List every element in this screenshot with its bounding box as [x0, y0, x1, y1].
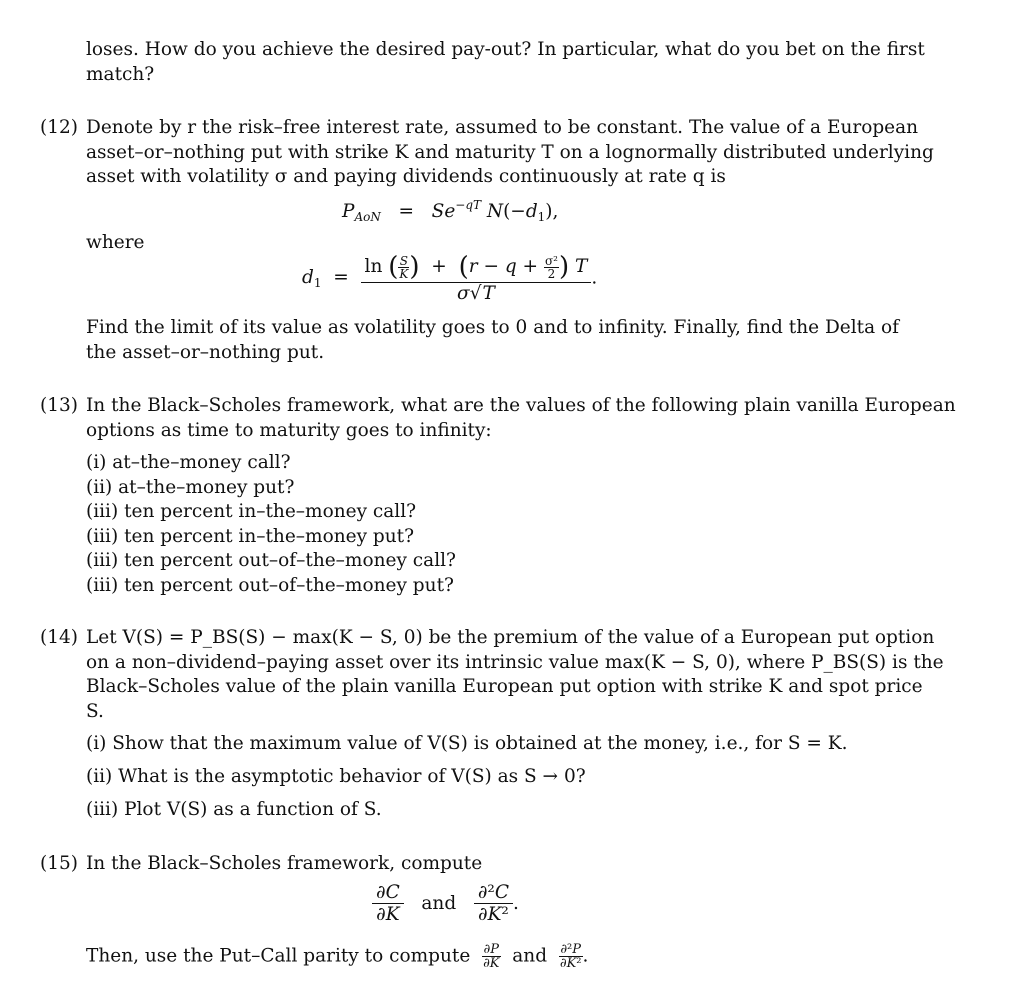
p12-text-after	[86, 316, 899, 365]
list-item: (iii) ten percent out–of–the–money call?	[86, 550, 456, 571]
list-item: (iii) ten percent in–the–money call?	[86, 501, 417, 522]
p14-item-1: (i) Show that the maximum value of V(S) is obtained at the money, i.e., for S = K.	[86, 733, 848, 754]
p15-line-2-pre: Then, use the Put–Call parity to compute	[86, 945, 471, 967]
p13-item-list	[86, 451, 892, 598]
problem-13-number: (13)	[40, 395, 78, 416]
p15-line-1: In the Black–Scholes framework, compute	[86, 853, 483, 874]
p15-equation: $\frac{\partial C}{\partial K}$ and $\frac{\text{∂²C}}{\text{∂K²}}$ .	[372, 882, 519, 925]
p14-line-1: Let V(S) = P_BS(S) − max(K − S, 0) be the premium of the value of a European put option	[86, 627, 935, 648]
problem-13-text	[86, 394, 956, 443]
p12-line-4: Find the limit of its value as volatility goes to 0 and to infinity. Finally, find the Delta of	[86, 317, 899, 338]
p15-line-2: Then, use the Put–Call parity to compute $\frac{\partial P}{\partial K}$ and $\frac{\text{∂²P}}{\text{∂K²}}$ .	[86, 942, 589, 971]
problem-12-text	[86, 116, 934, 190]
problem-14-number: (14)	[40, 627, 78, 648]
p12-line-2: asset–or–nothing put with strike K and maturity T on a lognormally distributed underlying	[86, 141, 934, 163]
list-item: (iii) ten percent in–the–money put?	[86, 525, 415, 547]
p11-line-2: match?	[86, 63, 155, 85]
p12-line-5: the asset–or–nothing put.	[86, 341, 325, 363]
p15-and: and	[421, 893, 457, 914]
p14-line-3: Black–Scholes value of the plain vanilla European put option with strike K and spot price	[86, 676, 923, 697]
p14-line-2: on a non–dividend–paying asset over its intrinsic value max(K − S, 0), where P_BS(S) is the	[86, 651, 944, 673]
problem-12-number: (12)	[40, 117, 78, 138]
p12-where: where	[86, 232, 145, 253]
p12-equation-2: $d_1$ = ln ( $\frac{S}{K}$ ) + (r − q + $\frac{\text{σ²}}{2}$ ) T σ√T .	[302, 252, 598, 304]
p14-line-4: S.	[86, 700, 104, 722]
list-item: (iii) ten percent out–of–the–money put?	[86, 574, 454, 596]
p12-line-3: asset with volatility σ and paying dividends continuously at rate q is	[86, 166, 726, 187]
list-item: (ii) at–the–money put?	[86, 476, 295, 498]
p11-line-1: loses. How do you achieve the desired pay-out? In particular, what do you bet on the first	[86, 39, 925, 60]
p12-line-1: Denote by r the risk–free interest rate, assumed to be constant. The value of a European	[86, 117, 919, 138]
p12-equation-1: $P_{AoN} = Se^{-qT}$ $N(-d_1)$,	[342, 198, 559, 224]
p13-line-2: options as time to maturity goes to infinity:	[86, 419, 492, 441]
problem-14-text	[86, 626, 944, 724]
p15-line-2-and: and	[512, 945, 548, 967]
p14-item-3: (iii) Plot V(S) as a function of S.	[86, 799, 382, 820]
problem-11-tail	[86, 38, 925, 87]
list-item: (i) at–the–money call?	[86, 452, 291, 473]
p13-line-1: In the Black–Scholes framework, what are the values of the following plain vanilla European	[86, 395, 956, 416]
problem-15-number: (15)	[40, 853, 78, 874]
p14-item-2: (ii) What is the asymptotic behavior of V(S) as S → 0?	[86, 766, 586, 787]
